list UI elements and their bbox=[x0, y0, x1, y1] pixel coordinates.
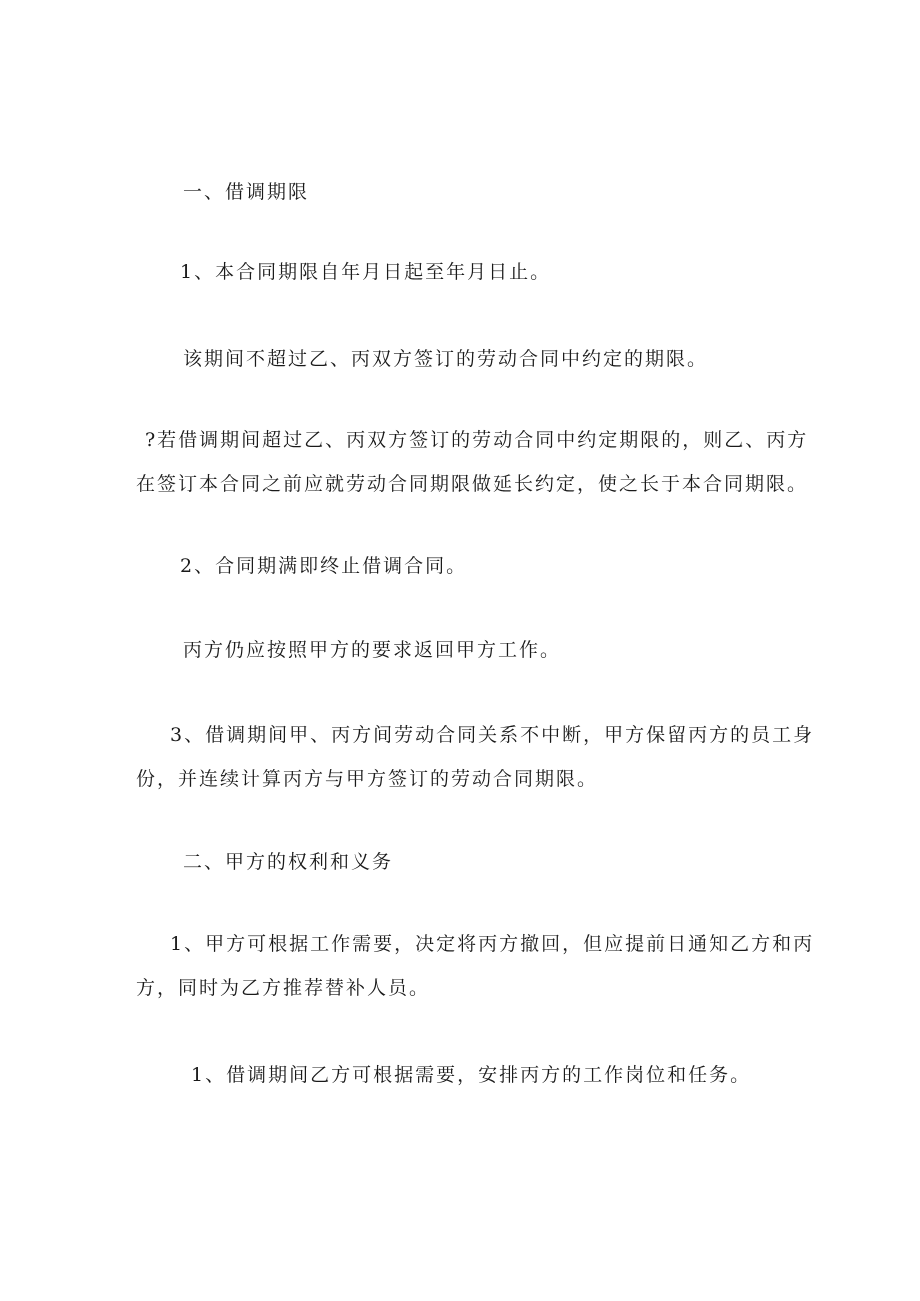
paragraph-term-limit: 该期间不超过乙、丙双方签订的劳动合同中约定的期限。 bbox=[183, 348, 709, 370]
paragraph-extension-line-1: ?若借调期间超过乙、丙双方签订的劳动合同中约定期限的，则乙、丙方 bbox=[145, 429, 809, 451]
paragraph-relationship-line-2: 份，并连续计算丙方与甲方签订的劳动合同期限。 bbox=[136, 768, 599, 790]
paragraph-expiry: 2、合同期满即终止借调合同。 bbox=[180, 555, 468, 577]
paragraph-recall-line-1: 1、甲方可根据工作需要，决定将丙方撤回，但应提前日通知乙方和丙 bbox=[170, 933, 815, 955]
paragraph-recall-line-2: 方，同时为乙方推荐替补人员。 bbox=[136, 977, 431, 999]
paragraph-assignment: 1、借调期间乙方可根据需要，安排丙方的工作岗位和任务。 bbox=[191, 1064, 752, 1086]
paragraph-relationship-line-1: 3、借调期间甲、丙方间劳动合同关系不中断，甲方保留丙方的员工身 bbox=[170, 724, 815, 746]
paragraph-return-work: 丙方仍应按照甲方的要求返回甲方工作。 bbox=[183, 639, 562, 661]
section-heading-term: 一、借调期限 bbox=[183, 181, 310, 203]
paragraph-extension-line-2: 在签订本合同之前应就劳动合同期限做延长约定，使之长于本合同期限。 bbox=[136, 473, 809, 495]
section-heading-rights: 二、甲方的权利和义务 bbox=[183, 851, 394, 873]
paragraph-contract-term: 1、本合同期限自年月日起至年月日止。 bbox=[180, 261, 552, 283]
